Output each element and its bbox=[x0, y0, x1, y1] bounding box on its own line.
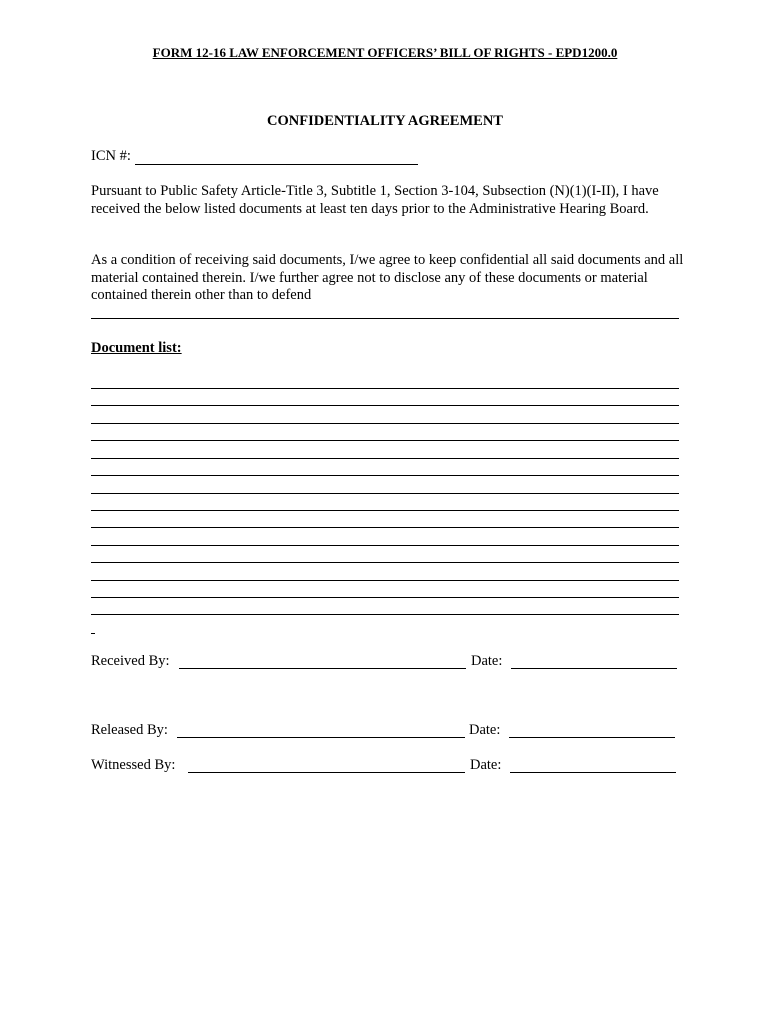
released-by-row bbox=[91, 722, 681, 740]
document-line[interactable] bbox=[91, 423, 679, 424]
document-line[interactable] bbox=[91, 493, 679, 494]
icn-row bbox=[91, 148, 418, 165]
document-line[interactable] bbox=[91, 458, 679, 459]
defend-field[interactable] bbox=[91, 318, 679, 319]
document-line[interactable] bbox=[91, 597, 679, 598]
released-by-label: Released By: bbox=[91, 722, 168, 738]
document-line[interactable] bbox=[91, 475, 679, 476]
document-line[interactable] bbox=[91, 510, 679, 511]
document-line[interactable] bbox=[91, 388, 679, 389]
form-header: FORM 12-16 LAW ENFORCEMENT OFFICERS’ BILL OF RIGHTS - EPD1200.0 bbox=[152, 45, 618, 60]
received-date-label: Date: bbox=[471, 653, 503, 669]
document-line[interactable] bbox=[91, 545, 679, 546]
released-by-signature-field[interactable] bbox=[177, 737, 465, 738]
icn-field[interactable] bbox=[135, 149, 418, 165]
document-list-label: Document list: bbox=[91, 340, 182, 356]
statute-paragraph: Pursuant to Public Safety Article-Title 3, Subtitle 1, Section 3-104, Subsection (N)(1)(I-II), I have received the below listed documents at least ten days prior to the Administrative Hearing Board. bbox=[91, 183, 659, 217]
witnessed-by-signature-field[interactable] bbox=[188, 772, 465, 773]
released-date-field[interactable] bbox=[509, 737, 675, 738]
released-date-label: Date: bbox=[469, 722, 501, 738]
document-line[interactable] bbox=[91, 580, 679, 581]
confidentiality-paragraph: As a condition of receiving said documents, I/we agree to keep confidential all said documents and all material contained therein. I/we further agree not to disclose any of these documents or material contained therein other than to defend bbox=[91, 252, 684, 303]
witnessed-date-label: Date: bbox=[470, 757, 502, 773]
received-by-label: Received By: bbox=[91, 653, 170, 669]
received-by-signature-field[interactable] bbox=[179, 668, 466, 669]
stray-mark bbox=[91, 633, 95, 634]
document-line[interactable] bbox=[91, 562, 679, 563]
witnessed-date-field[interactable] bbox=[510, 772, 676, 773]
document-line[interactable] bbox=[91, 440, 679, 441]
document-line[interactable] bbox=[91, 527, 679, 528]
document-line[interactable] bbox=[91, 614, 679, 615]
received-date-field[interactable] bbox=[511, 668, 677, 669]
page-title: CONFIDENTIALITY AGREEMENT bbox=[267, 113, 503, 129]
witnessed-by-row bbox=[91, 757, 681, 775]
document-line[interactable] bbox=[91, 405, 679, 406]
icn-label: ICN #: bbox=[91, 148, 131, 164]
received-by-row bbox=[91, 653, 681, 671]
witnessed-by-label: Witnessed By: bbox=[91, 757, 176, 773]
